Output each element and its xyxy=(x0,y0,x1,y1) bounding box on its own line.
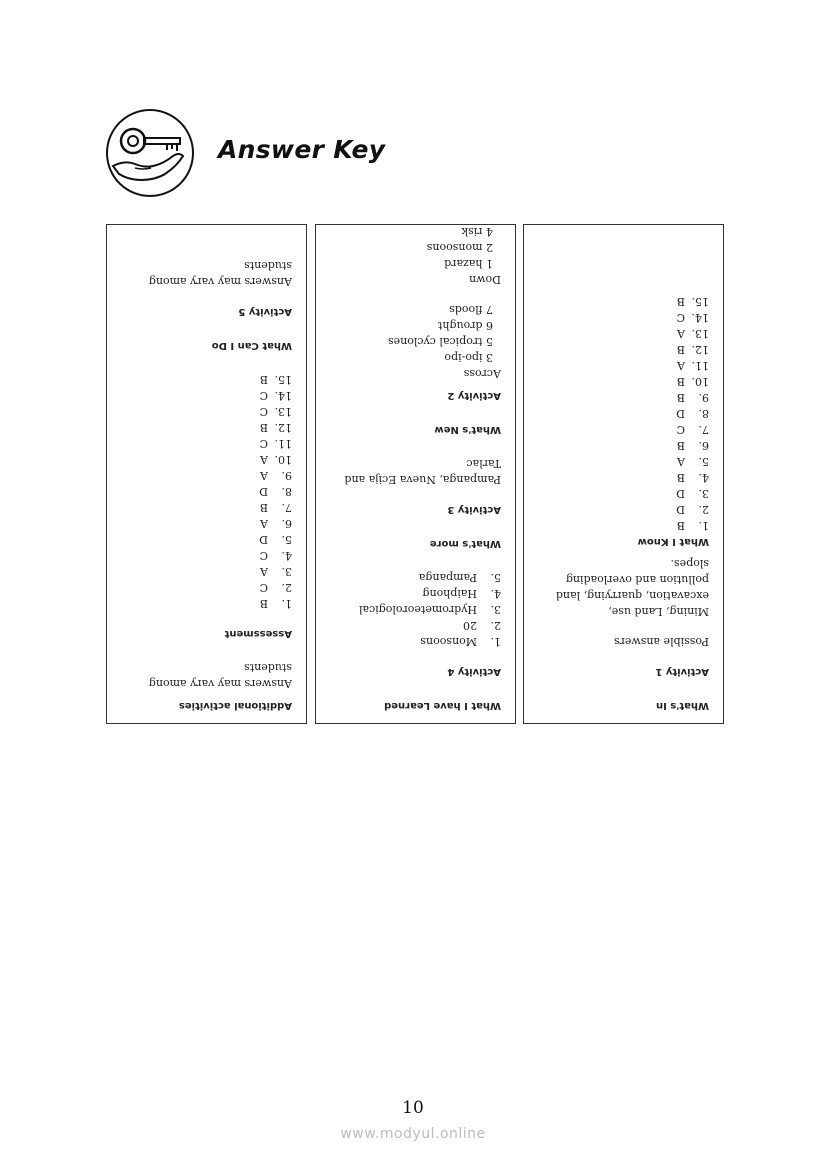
answer-item: 1. Monsoons xyxy=(420,635,501,648)
text-line: 7 floods xyxy=(449,303,493,316)
answer-item: 4. B xyxy=(676,471,709,484)
answer-item: 1. B xyxy=(259,597,292,610)
text-line: 5 tropical cyclones xyxy=(387,335,493,348)
text-line: Down xyxy=(469,273,501,286)
text-line: Answers may vary among xyxy=(148,275,292,288)
answer-item: 4. C xyxy=(259,549,292,562)
section-heading: Activity 1 xyxy=(655,666,709,677)
answer-item: 8. D xyxy=(259,485,292,498)
text-line: Mining, Land use, xyxy=(608,605,709,618)
answer-item: 12. B xyxy=(259,421,292,434)
answer-item: 11. C xyxy=(259,437,292,450)
answer-item: 5. Pampanga xyxy=(418,571,501,584)
text-line: Tarlac xyxy=(466,457,501,470)
text-line: 4 risk xyxy=(461,225,493,238)
section-heading: What's more xyxy=(429,538,501,549)
section-heading: Additional activities xyxy=(178,700,292,711)
answer-item: 11. A xyxy=(677,359,709,372)
answer-item: 3. A xyxy=(260,565,292,578)
answer-item: 2. D xyxy=(676,503,709,516)
answer-item: 9. A xyxy=(260,469,292,482)
section-heading: What's In xyxy=(655,700,709,711)
answer-item: 7. C xyxy=(676,423,709,436)
answer-item: 2. C xyxy=(259,581,292,594)
section-heading: Activity 2 xyxy=(447,390,501,401)
text-line: Answers may vary among xyxy=(148,677,292,690)
text-line: Possible answers xyxy=(613,635,709,648)
text-line: 6 drought xyxy=(437,319,493,332)
section-heading: Assessment xyxy=(224,628,292,639)
text-line: slopes. xyxy=(670,557,709,570)
text-line: 1 hazard xyxy=(444,257,493,270)
answer-item: 15. B xyxy=(259,373,292,386)
answer-item: 8. D xyxy=(676,407,709,420)
text-line: students xyxy=(244,661,292,674)
answer-item: 3. D xyxy=(676,487,709,500)
key-in-hand-icon xyxy=(105,108,195,198)
answer-item: 10. B xyxy=(676,375,709,388)
text-line: excavation, quarrying, land xyxy=(555,589,709,602)
answer-column-what-i-have-learned xyxy=(315,224,516,724)
page-title: Answer Key xyxy=(218,135,386,164)
text-line: pollution and overloading xyxy=(565,573,709,586)
text-line: students xyxy=(244,259,292,272)
answer-item: 4. Haiphong xyxy=(422,587,501,600)
text-line: 3 ipo-ipo xyxy=(444,351,493,364)
section-heading: What Can I Do xyxy=(211,340,292,351)
answer-item: 3. Hydrometeorological xyxy=(358,603,501,616)
answer-item: 13. A xyxy=(677,327,709,340)
answer-item: 6. B xyxy=(676,439,709,452)
text-line: Pampanga, Nueva Ecija and xyxy=(344,473,501,486)
answer-item: 12. B xyxy=(676,343,709,356)
section-heading: What I have Learned xyxy=(384,700,501,711)
answer-item: 9. B xyxy=(676,391,709,404)
answer-item: 10. A xyxy=(260,453,292,466)
answer-item: 13. C xyxy=(259,405,292,418)
watermark: www.modyul.online xyxy=(340,1126,486,1142)
answer-item: 1. B xyxy=(676,519,709,532)
answer-item: 7. B xyxy=(259,501,292,514)
text-line: Across xyxy=(463,367,501,380)
answer-item: 14. C xyxy=(259,389,292,402)
answer-column-additional-activities xyxy=(106,224,307,724)
section-heading: Activity 4 xyxy=(447,666,501,677)
page-number: 10 xyxy=(402,1098,424,1118)
answer-item: 5. A xyxy=(677,455,709,468)
answer-item: 14. C xyxy=(676,311,709,324)
answer-item: 5. D xyxy=(259,533,292,546)
answer-item: 2. 20 xyxy=(463,619,501,632)
section-heading: Activity 3 xyxy=(447,504,501,515)
section-heading: What's New xyxy=(434,424,501,435)
answer-item: 15. B xyxy=(676,295,709,308)
text-line: 2 monsoons xyxy=(426,241,493,254)
section-heading: Activity 5 xyxy=(238,306,292,317)
answer-column-whats-in xyxy=(523,224,724,724)
answer-item: 6. A xyxy=(260,517,292,530)
section-heading: What I Know xyxy=(637,536,709,547)
